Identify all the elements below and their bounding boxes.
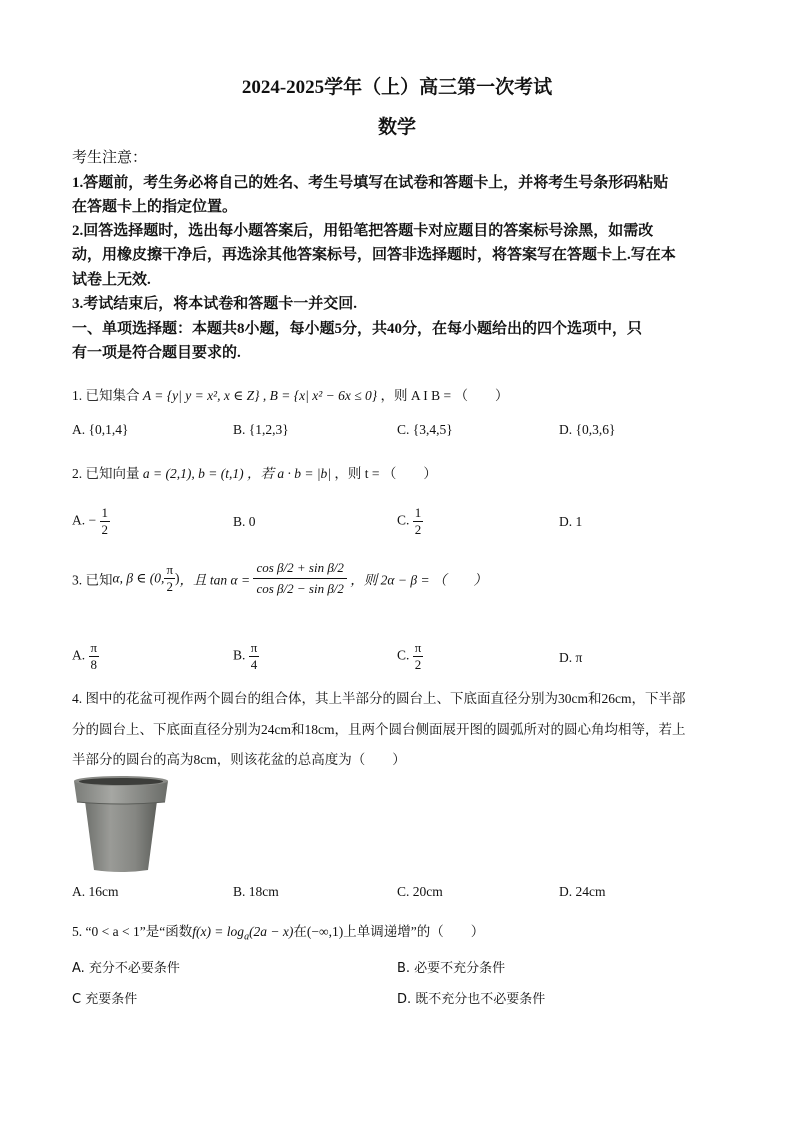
q3-option-c: [397, 640, 423, 673]
q3-suffix: ，则 2α − β = （ ）: [350, 572, 487, 588]
q1-set-a: A = {y| y = x², x ∈ Z}: [142, 388, 260, 403]
q5-stem: [72, 920, 484, 943]
q1-suffix: ，则 A I B = （ ）: [380, 388, 509, 403]
q2-option-c-fraction: [413, 505, 424, 538]
q5-stem-argument: (2a − x): [249, 924, 294, 939]
q1-set-b: , B = {x| x² − 6x ≤ 0}: [262, 388, 378, 403]
subject-title: 数学: [377, 117, 416, 138]
q2-condition: ，若 a · b = |b|: [246, 466, 331, 481]
q2-option-c: [397, 505, 423, 538]
q3-stem: [72, 560, 487, 597]
q3-interval-den: 2: [166, 579, 173, 594]
q2-option-a-num: 1: [101, 505, 108, 520]
exam-title: 2024-2025学年（上）高三第一次考试: [241, 77, 553, 98]
q3-interval-num: π: [166, 562, 174, 577]
q3-option-a: [72, 640, 99, 673]
q1-prefix: 1. 已知集合: [72, 388, 140, 403]
notice-item2-line3: 试卷上无效.: [72, 272, 151, 288]
q3-option-c-den: 2: [414, 657, 422, 672]
q3-option-a-num: π: [90, 640, 98, 655]
q5-option-b: B. 必要不充分条件: [397, 961, 506, 976]
flower-pot-image: [72, 775, 170, 873]
section1-line1: 一、单项选择题：本题共8小题，每小题5分，共40分，在每小题给出的四个选项中，只: [72, 321, 643, 337]
q1-option-d: D. {0,3,6}: [559, 422, 616, 437]
q3-mid: ，且 tan α =: [179, 572, 251, 588]
notice-item2-line1: 2.回答选择题时，选出每小题答案后，用铅笔把答题卡对应题目的答案标号涂黑，如需改: [72, 223, 654, 239]
q3-option-a-label: A.: [72, 647, 86, 663]
q4-line3: 半部分的圆台的高为8cm，则该花盆的总高度为（ ）: [72, 752, 406, 767]
notice-item3: 3.考试结束后，将本试卷和答题卡一并交回.: [72, 296, 358, 312]
q3-option-c-label: C.: [397, 647, 410, 663]
q2-prefix: 2. 已知向量: [72, 466, 140, 481]
q3-option-a-den: 8: [90, 657, 98, 672]
q2-option-a: [72, 505, 110, 538]
q1-option-a: A. {0,1,4}: [72, 422, 129, 437]
q2-option-a-den: 2: [101, 522, 108, 537]
q5-stem-interval: (−∞,1): [306, 924, 344, 939]
q4-option-d: D. 24cm: [559, 884, 606, 899]
q4-option-c: C. 20cm: [397, 884, 443, 899]
q4-option-b: B. 18cm: [233, 884, 279, 899]
q3-interval-close: ): [175, 570, 180, 586]
q3-tan-denominator: cos β/2 − sin β/2: [256, 581, 344, 596]
q3-vars: α, β ∈ (0,: [112, 570, 165, 586]
q3-option-d: D. π: [559, 650, 583, 665]
q5-stem-function: f(x) = log: [192, 924, 245, 939]
q3-option-b-fraction: [249, 640, 260, 673]
q5-stem-base: a: [244, 931, 250, 943]
section1-line2: 有一项是符合题目要求的.: [72, 345, 241, 361]
q2-vectors: a = (2,1), b = (t,1): [142, 466, 244, 481]
q1-stem: [72, 384, 509, 404]
q3-option-b: [233, 640, 259, 673]
q2-option-b: B. 0: [233, 514, 256, 529]
q2-option-d: D. 1: [559, 514, 583, 529]
q3-interval-fraction: [164, 562, 175, 595]
q2-option-a-sign: −: [88, 512, 97, 528]
q1-option-c: C. {3,4,5}: [397, 422, 453, 437]
notice-item1-line1: 1.答题前，考生务必将自己的姓名、考生号填写在试卷和答题卡上，并将考生号条形码粘贴: [72, 175, 669, 191]
q3-option-b-den: 4: [250, 657, 258, 672]
q4-option-a: A. 16cm: [72, 884, 119, 899]
q5-stem-end: 上单调递增”的（ ）: [343, 924, 485, 939]
q2-option-a-fraction: [100, 505, 111, 538]
q3-tan-fraction: [253, 560, 346, 597]
q5-stem-in: 在: [293, 924, 307, 939]
notice-heading: 考生注意：: [72, 150, 148, 166]
notice-item1-line2: 在答题卡上的指定位置。: [72, 199, 238, 215]
q3-option-c-fraction: [413, 640, 424, 673]
q1-option-b: B. {1,2,3}: [233, 422, 289, 437]
q5-option-a: A. 充分不必要条件: [72, 961, 180, 976]
q3-tan-numerator: cos β/2 + sin β/2: [253, 560, 346, 579]
q3-option-b-label: B.: [233, 647, 246, 663]
q3-option-a-fraction: [89, 640, 100, 673]
q2-option-c-num: 1: [414, 505, 422, 520]
notice-item2-line2: 动，用橡皮擦干净后，再选涂其他答案标号，回答非选择题时，将答案写在答题卡上.写在本: [72, 247, 676, 263]
q2-option-c-den: 2: [414, 522, 422, 537]
q3-option-c-num: π: [414, 640, 422, 655]
q3-option-b-num: π: [250, 640, 258, 655]
q5-option-c: C 充要条件: [72, 992, 138, 1007]
q2-suffix: ，则 t = （ ）: [334, 466, 437, 481]
q4-line2: 分的圆台上、下底面直径分别为24cm和18cm，且两个圆台侧面展开图的圆弧所对的圆心角均相等，若上: [72, 722, 686, 737]
q2-option-c-label: C.: [397, 512, 410, 528]
q5-stem-a: 5. “0 < a < 1”是“函数: [72, 924, 193, 939]
q5-option-d: D. 既不充分也不必要条件: [397, 992, 546, 1007]
q2-stem: [72, 462, 437, 482]
q2-option-a-label: A.: [72, 512, 86, 528]
q3-prefix: 3. 已知: [72, 572, 113, 588]
q4-line1: 4. 图中的花盆可视作两个圆台的组合体，其上半部分的圆台上、下底面直径分别为30cm和26cm，下半部: [72, 691, 686, 706]
